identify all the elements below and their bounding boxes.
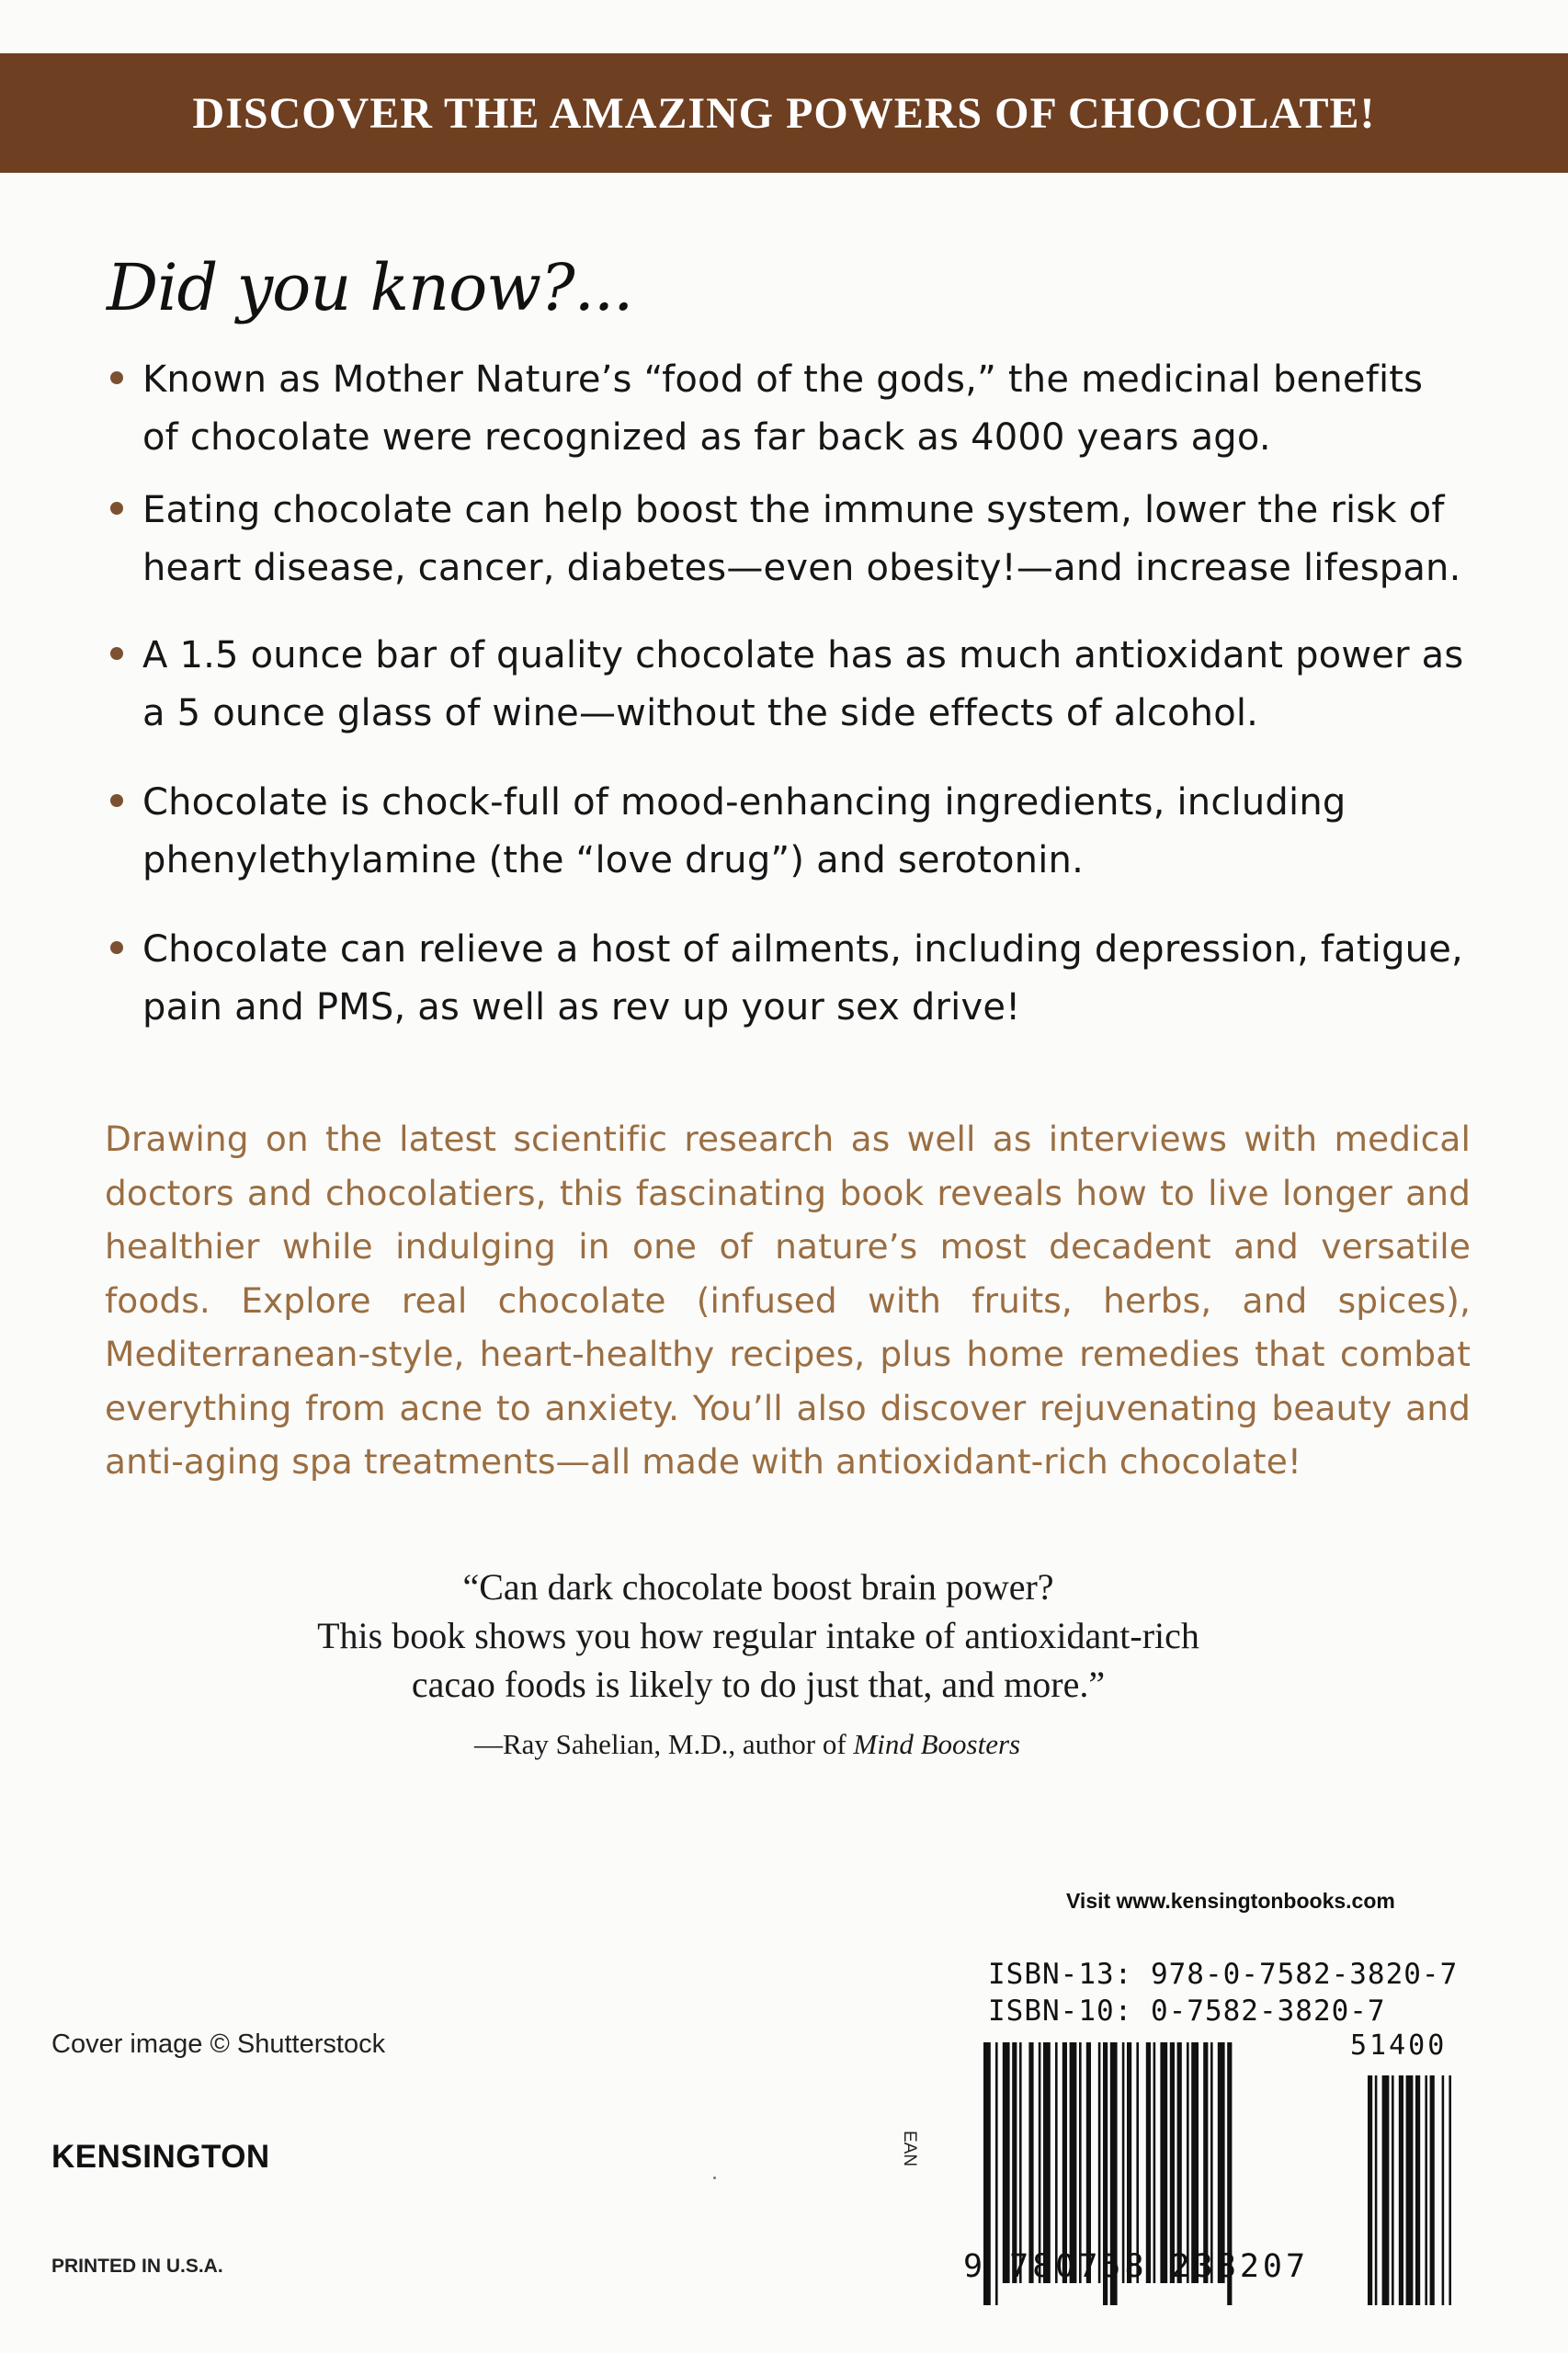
did-you-know-heading: Did you know?...	[107, 250, 633, 325]
fact-item	[108, 627, 1469, 743]
publisher-website: Visit www.kensingtonbooks.com	[1066, 1889, 1395, 1913]
endorsement-quote	[239, 1563, 1278, 1709]
barcode-bar	[1425, 2075, 1427, 2305]
barcode-bar	[1039, 2042, 1041, 2283]
bullet-icon	[110, 794, 123, 807]
barcode-bar	[1028, 2042, 1033, 2283]
barcode-bar	[1146, 2042, 1151, 2283]
fact-line: Chocolate can relieve a host of ailments, including depression, fatigue,	[142, 928, 1463, 971]
fact-item	[108, 921, 1469, 1037]
fact-line: of chocolate were recognized as far back as 4000 years ago.	[142, 416, 1271, 459]
barcode-bar	[1375, 2075, 1378, 2305]
bullet-icon	[110, 371, 123, 384]
quote-line: This book shows you how regular intake of antioxidant-rich	[317, 1615, 1199, 1656]
quote-line: “Can dark chocolate boost brain power?	[462, 1566, 1054, 1608]
barcode-bar	[1415, 2075, 1420, 2305]
barcode-bar	[1368, 2075, 1372, 2305]
barcode-bar	[1430, 2075, 1435, 2305]
barcode-bar	[1449, 2075, 1451, 2305]
fact-line: phenylethylamine (the “love drug”) and serotonin.	[142, 839, 1085, 881]
fact-line: A 1.5 ounce bar of quality chocolate has as much antioxidant power as	[142, 634, 1464, 676]
barcode-bar	[1019, 2042, 1022, 2283]
barcode-bar	[1153, 2042, 1156, 2283]
barcode-bar	[1210, 2042, 1213, 2283]
barcode-bar	[1003, 2042, 1010, 2283]
printed-in: PRINTED IN U.S.A.	[51, 2256, 223, 2277]
quote-attribution	[474, 1728, 1020, 1761]
bullet-icon	[110, 647, 123, 660]
fact-line: pain and PMS, as well as rev up your sex drive!	[142, 986, 1021, 1029]
barcode-bar	[1070, 2042, 1077, 2283]
barcode-bar	[1177, 2042, 1182, 2283]
isbn-10: ISBN-10: 0-7582-3820-7	[988, 1995, 1386, 2028]
isbn-13: ISBN-13: 978-0-7582-3820-7	[988, 1958, 1459, 1991]
price-code: 51400	[1350, 2029, 1448, 2062]
ean-label: EAN	[900, 2131, 919, 2167]
barcode-bar	[1062, 2042, 1067, 2283]
barcode-bar	[1170, 2042, 1175, 2283]
barcode-bar	[1136, 2042, 1139, 2283]
barcode-bar	[1122, 2042, 1125, 2283]
barcode-bar	[1086, 2042, 1091, 2283]
fact-item	[108, 774, 1469, 890]
bullet-icon	[110, 941, 123, 954]
barcode-bar	[1218, 2042, 1225, 2283]
fact-line: Known as Mother Nature’s “food of the gods,” the medicinal benefits	[142, 358, 1424, 401]
barcode-bar	[1399, 2075, 1403, 2305]
banner-text: DISCOVER THE AMAZING POWERS OF CHOCOLATE!	[192, 88, 1376, 138]
fact-line: a 5 ounce glass of wine—without the side effects of alcohol.	[142, 692, 1259, 734]
barcode-bar	[1127, 2042, 1131, 2283]
barcode-bar	[1191, 2042, 1199, 2283]
barcode-bar	[1055, 2042, 1058, 2283]
fact-line: Eating chocolate can help boost the immune system, lower the risk of	[142, 489, 1445, 531]
fact-line: Chocolate is chock-full of mood-enhancing ingredients, including	[142, 781, 1346, 824]
barcode-bar	[1203, 2042, 1208, 2283]
print-speck	[713, 2177, 716, 2179]
attribution-author: —Ray Sahelian, M.D., author of	[474, 1728, 854, 1760]
fact-item	[108, 482, 1469, 597]
barcode-number: 9 780758 238207	[963, 2248, 1310, 2285]
cover-credit: Cover image © Shutterstock	[51, 2029, 386, 2059]
barcode-bar	[1098, 2042, 1101, 2283]
barcode-bar	[1043, 2042, 1051, 2283]
quote-line: cacao foods is likely to do just that, and more.”	[411, 1664, 1106, 1705]
attribution-book-title: Mind Boosters	[853, 1728, 1021, 1760]
top-banner	[0, 53, 1568, 173]
barcode-bar	[1392, 2075, 1394, 2305]
barcode-bar	[1442, 2075, 1445, 2305]
fact-line: heart disease, cancer, diabetes—even obesity!—and increase lifespan.	[142, 547, 1461, 589]
barcode-bar	[1012, 2042, 1017, 2283]
fact-item	[108, 351, 1469, 467]
publisher-logo: KENSINGTON	[51, 2139, 270, 2175]
bullet-icon	[110, 502, 123, 515]
barcode-bar	[1079, 2042, 1082, 2283]
barcode-bar	[1187, 2042, 1189, 2283]
barcode-bar	[1406, 2075, 1414, 2305]
barcode-bar	[1160, 2042, 1167, 2283]
barcode-bar	[1382, 2075, 1390, 2305]
book-description: Drawing on the latest scientific research as well as interviews with medical doctors and chocolatiers, this fascinating book reveals how to live longer and healthier while indulging in one of nature’s most decadent and versatile foods. Explore real chocolate (infused with fruits, herbs, and spices), Mediterranean-style, heart-healthy recipes, plus home remedies that combat everything from acne to anxiety. You’ll also discover rejuvenating beauty and anti-aging spa treatments—all made with antioxidant-rich chocolate!	[105, 1119, 1471, 1482]
